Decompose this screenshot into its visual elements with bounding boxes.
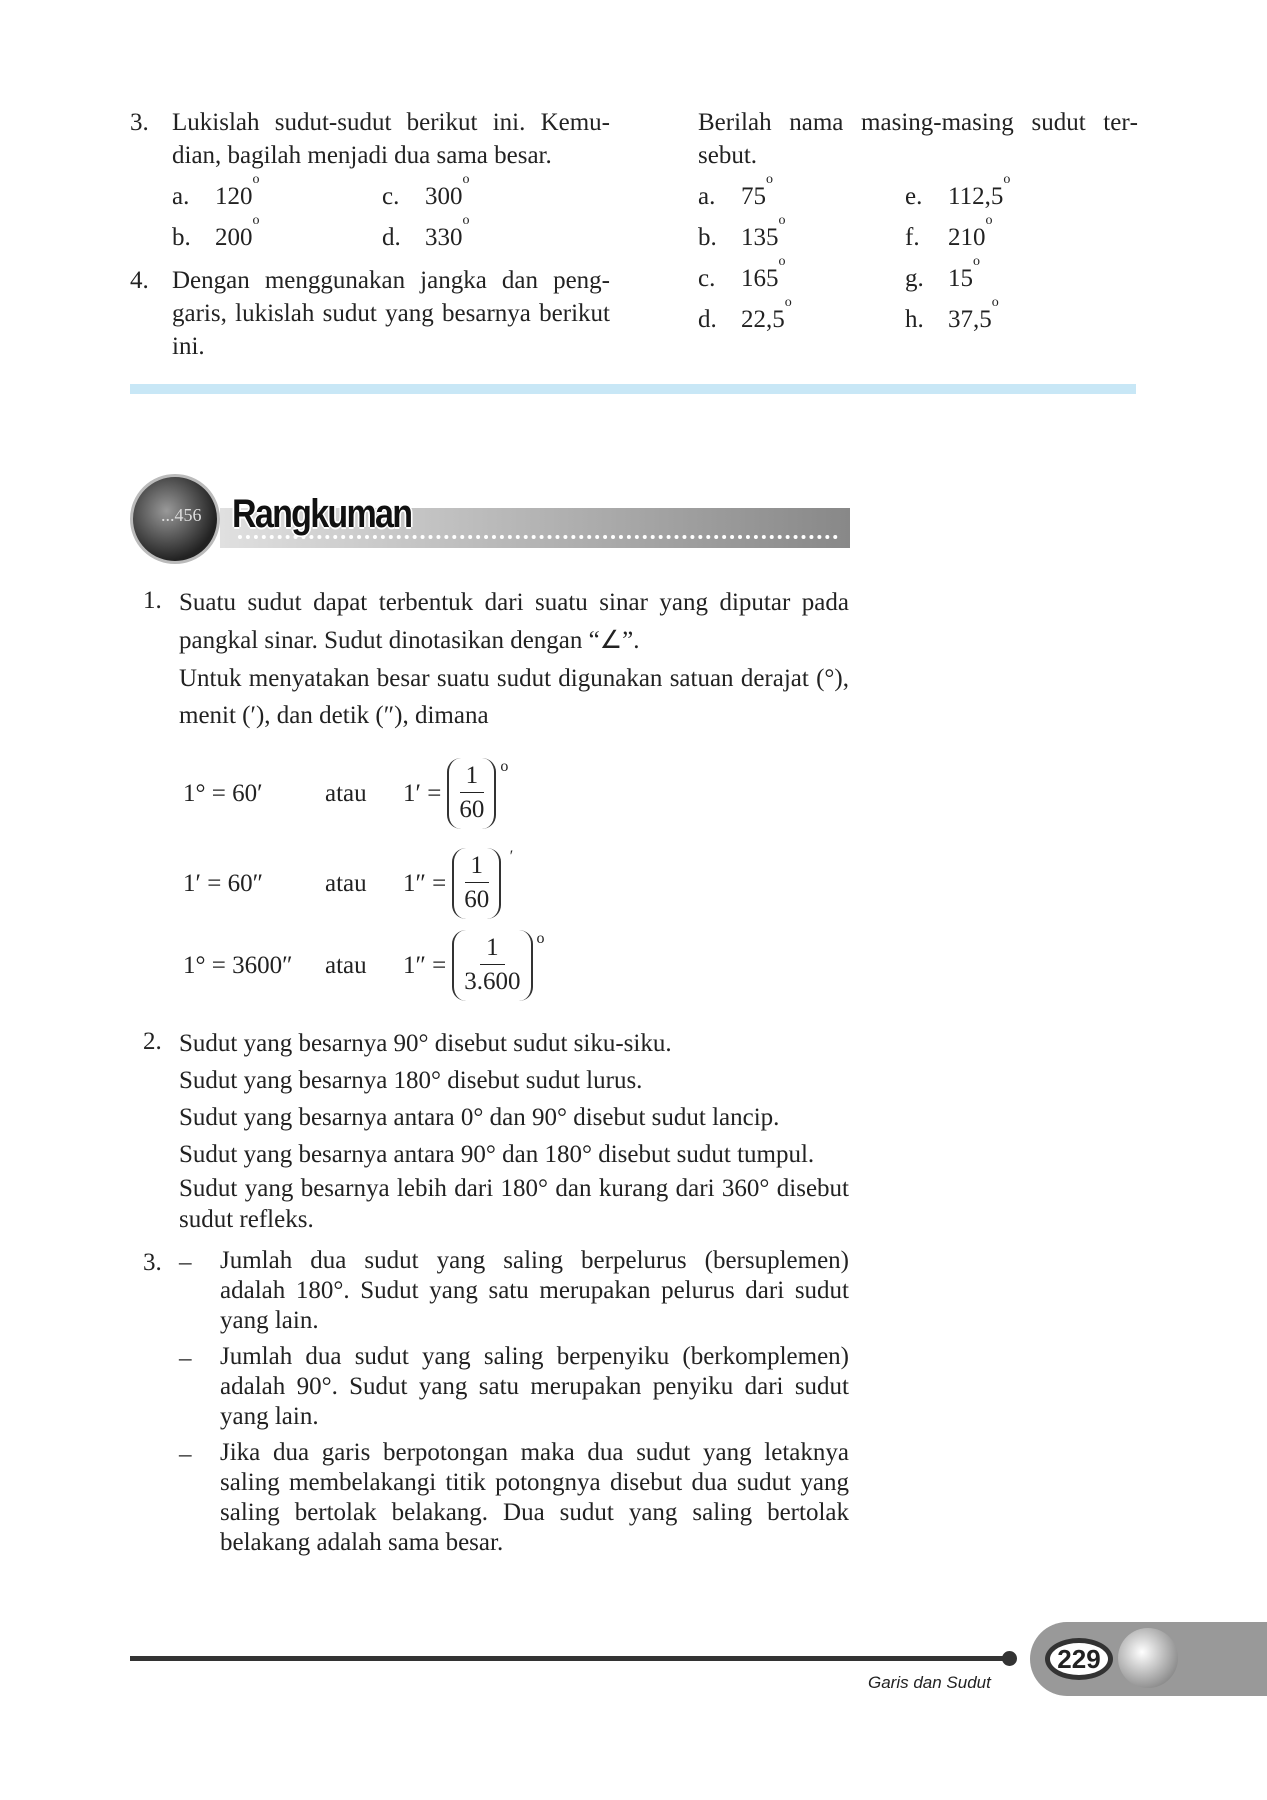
summary-item-2: 2. Sudut yang besarnya 90° disebut sudut siku-siku. Sudut yang besarnya 180° disebut sudut lurus. Sudut yang besarnya antara 0° dan 90° disebut sudut lancip. Sudut yang besarnya antara 90° dan 180° disebut sudut tumpul. Sudut yang besarnya lebih dari 180° dan kurang dari 360° disebut sudut refleks. bbox=[143, 1025, 849, 1235]
page-number: 229 bbox=[1045, 1638, 1113, 1680]
option-c: c. 300 o bbox=[382, 172, 470, 210]
option-b: b. 200 o bbox=[172, 213, 260, 251]
section-divider bbox=[130, 384, 1136, 394]
option-d: d. 22,5 o bbox=[698, 295, 792, 333]
fraction: 1 60 ′ bbox=[452, 848, 501, 919]
exercise-3-text: Lukislah sudut-sudut berikut ini. Kemudian, bagilah menjadi dua sama besar. bbox=[172, 109, 610, 169]
fraction: 1 3.600 o bbox=[452, 930, 532, 1001]
summary-line: Sudut yang besarnya 90° disebut sudut siku-siku. bbox=[179, 1030, 672, 1057]
exercise-4-options bbox=[698, 172, 1138, 336]
summary-header bbox=[130, 472, 850, 567]
summary-point: – Jumlah dua sudut yang saling berpelurus (bersuplemen) adalah 180°. Sudut yang satu merupakan pelurus dari sudut yang lain. bbox=[179, 1247, 849, 1334]
footer-dot bbox=[1002, 1651, 1017, 1666]
geometry-shapes-icon bbox=[1118, 1628, 1178, 1688]
formula-2: 1′ = 60″ atau 1″ = 1 60 ′ bbox=[183, 848, 501, 919]
option-h: h. 37,5 o bbox=[905, 295, 999, 333]
summary-item-3: 3. – Jumlah dua sudut yang saling berpelurus (bersuplemen) adalah 180°. Sudut yang satu merupakan pelurus dari sudut yang lain. – Jumlah dua sudut yang saling berpenyiku (berkomplemen) adalah 90°. Sudut yang satu merupakan penyiku dari sudut yang lain. – Jika dua garis berpotongan maka dua sudut yang letaknya saling membelakangi titik potongnya disebut dua sudut yang saling bertolak belakang. Dua sudut yang saling bertolak belakang adalah sama besar. bbox=[143, 1247, 849, 1556]
chapter-name: Garis dan Sudut bbox=[868, 1673, 991, 1692]
option-c: c. 165 o bbox=[698, 254, 786, 292]
exercise-4: 4. Dengan menggunakan jangka dan penggaris, lukislah sudut yang besarnya berikut ini. bbox=[130, 264, 610, 363]
fraction: 1 60 o bbox=[447, 758, 496, 829]
exercise-3-options bbox=[172, 172, 592, 254]
option-g: g. 15 o bbox=[905, 254, 980, 292]
footer-line bbox=[130, 1656, 1008, 1661]
option-f: f. 210 o bbox=[905, 213, 993, 251]
summary-title: Rangkuman bbox=[232, 492, 412, 536]
option-a: a. 120 o bbox=[172, 172, 260, 210]
summary-line: Sudut yang besarnya lebih dari 180° dan kurang dari 360° disebut sudut refleks. bbox=[179, 1175, 849, 1233]
exercise-3: 3. Lukislah sudut-sudut berikut ini. Kemudian, bagilah menjadi dua sama besar. bbox=[130, 106, 610, 172]
option-a: a. 75 o bbox=[698, 172, 773, 210]
summary-logo-icon: ...456 bbox=[130, 474, 220, 564]
option-d: d. 330 o bbox=[382, 213, 470, 251]
summary-point: – Jika dua garis berpotongan maka dua sudut yang letaknya saling membelakangi titik potongnya disebut dua sudut yang saling bertolak belakang. Dua sudut yang saling bertolak belakang adalah sama besar. bbox=[179, 1439, 849, 1556]
summary-item-1: 1. Suatu sudut dapat terbentuk dari suatu sinar yang diputar pada pangkal sinar. Sudut dinotasikan dengan “∠”. Untuk menyatakan besar suatu sudut digunakan satuan derajat (°), menit (′), dan detik (″), dimana bbox=[143, 587, 849, 729]
exercise-4-text: Dengan menggunakan jangka dan penggaris, lukislah sudut yang besarnya berikut ini. bbox=[172, 267, 610, 360]
formula-3: 1° = 3600″ atau 1″ = 1 3.600 o bbox=[183, 930, 533, 1001]
option-e: e. 112,5 o bbox=[905, 172, 1011, 210]
summary-line: Sudut yang besarnya antara 0° dan 90° disebut sudut lancip. bbox=[179, 1104, 780, 1131]
option-b: b. 135 o bbox=[698, 213, 786, 251]
summary-point: – Jumlah dua sudut yang saling berpenyiku (berkomplemen) adalah 90°. Sudut yang satu merupakan penyiku dari sudut yang lain. bbox=[179, 1343, 849, 1430]
formula-1: 1° = 60′ atau 1′ = 1 60 o bbox=[183, 758, 496, 829]
exercise-4-instruction: Berilah nama masing-masing sudut tersebut. bbox=[698, 109, 1138, 169]
summary-line: Sudut yang besarnya antara 90° dan 180° disebut sudut tumpul. bbox=[179, 1141, 815, 1168]
summary-line: Sudut yang besarnya 180° disebut sudut lurus. bbox=[179, 1067, 643, 1094]
